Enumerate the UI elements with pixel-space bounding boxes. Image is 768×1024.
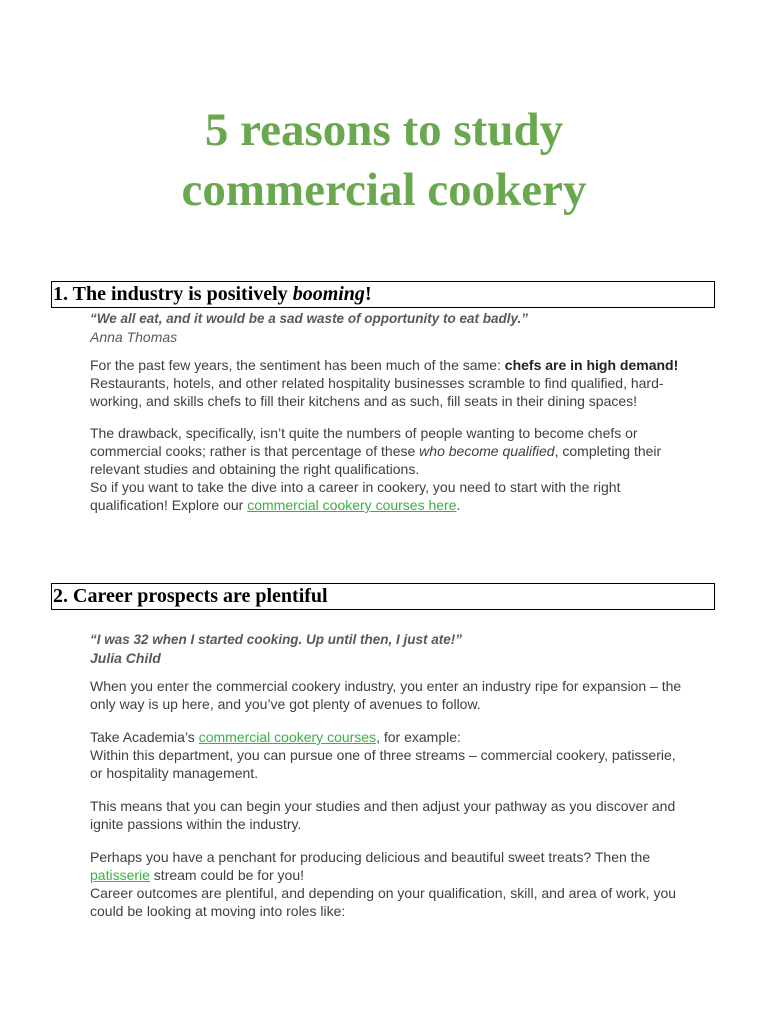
- section-2-paragraph-5: [90, 848, 690, 884]
- section-1-body: [90, 310, 690, 514]
- section-1-heading-emphasis: booming: [292, 283, 365, 305]
- section-2-paragraph-5-b: stream could be for you!: [149, 867, 304, 883]
- section-1-heading-suffix: !: [364, 283, 372, 305]
- section-1-paragraph-4-b: .: [456, 497, 461, 513]
- section-2-quote: “I was 32 when I started cooking. Up until then, I just ate!”: [90, 632, 463, 647]
- section-1-quote: “We all eat, and it would be a sad waste of opportunity to eat badly.”: [90, 311, 529, 326]
- section-2-author: Julia Child: [90, 650, 161, 666]
- section-1-paragraph-3-emphasis: who become qualified: [419, 443, 555, 459]
- commercial-cookery-courses-link[interactable]: commercial cookery courses here: [247, 497, 457, 513]
- section-1-paragraph-3: [90, 424, 690, 478]
- section-1-paragraph-4: [90, 478, 690, 514]
- section-2-paragraph-6: Career outcomes are plentiful, and depending on your qualification, skill, and area of work, you could be looking at moving into roles like:: [90, 885, 677, 919]
- section-2-paragraph-2-a: Take Academia’s: [90, 729, 199, 745]
- section-2-paragraph-1: When you enter the commercial cookery industry, you enter an industry ripe for expansion – the only way is up here, and you’ve got plenty of avenues to follow.: [90, 678, 682, 712]
- page-title-line-1: 5 reasons to study: [204, 104, 564, 156]
- section-1-heading-prefix: 1. The industry is positively: [53, 283, 293, 305]
- section-1-paragraph-2: Restaurants, hotels, and other related hospitality businesses scramble to find qualified, hard-working, and skills chefs to fill their kitchens and as such, fill seats in their dining spaces!: [90, 375, 664, 409]
- section-2-paragraph-3: Within this department, you can pursue one of three streams – commercial cookery, patisserie, or hospitality management.: [90, 747, 676, 781]
- section-1-paragraph-4-a: So if you want to take the dive into a career in cookery, you need to start with the right qualification! Explore our: [90, 479, 621, 513]
- section-1-paragraph-1-text: For the past few years, the sentiment has been much of the same:: [90, 357, 505, 373]
- page-title: [0, 100, 768, 220]
- section-1-heading: [51, 281, 715, 308]
- section-2-paragraph-2: [90, 728, 690, 746]
- section-2-heading: 2. Career prospects are plentiful: [51, 583, 715, 610]
- section-2-paragraph-5-a: Perhaps you have a penchant for producing delicious and beautiful sweet treats? Then the: [90, 849, 651, 865]
- section-2-body: [90, 631, 690, 920]
- section-1-paragraph-3-b: , completing their relevant studies and obtaining the right qualifications.: [90, 443, 662, 477]
- section-1-paragraph-3-a: The drawback, specifically, isn’t quite the numbers of people wanting to become chefs or commercial cooks; rather is that percentage of these: [90, 425, 638, 459]
- section-1-paragraph-1: [90, 356, 690, 374]
- patisserie-link[interactable]: patisserie: [90, 867, 150, 883]
- page-title-line-2: commercial cookery: [181, 164, 587, 216]
- section-2-paragraph-4: This means that you can begin your studies and then adjust your pathway as you discover and ignite passions within the industry.: [90, 798, 676, 832]
- commercial-cookery-courses-link-2[interactable]: commercial cookery courses: [198, 729, 377, 745]
- section-1-paragraph-1-bold: chefs are in high demand!: [504, 357, 679, 373]
- section-2-paragraph-2-b: , for example:: [376, 729, 461, 745]
- section-1-author: Anna Thomas: [90, 329, 178, 345]
